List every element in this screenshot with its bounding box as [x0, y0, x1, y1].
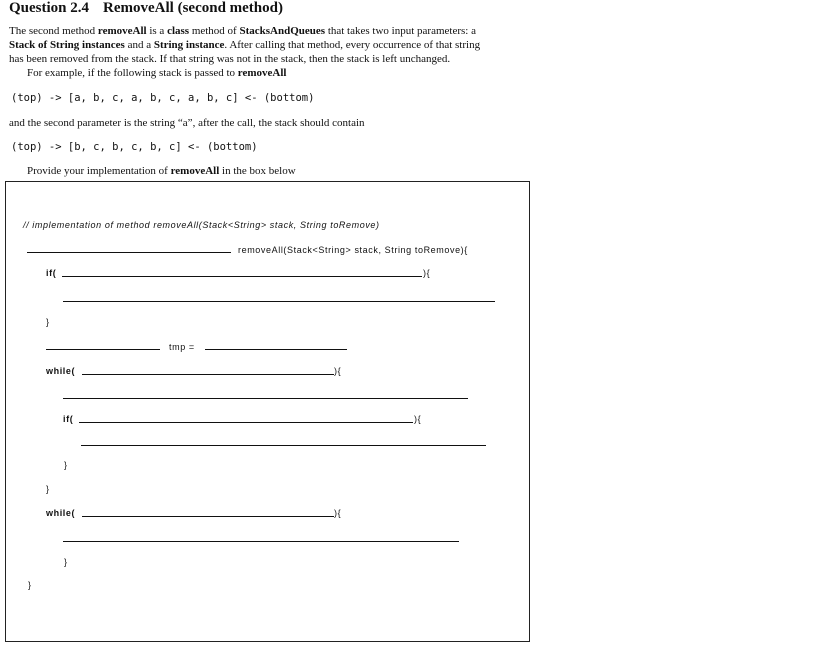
while-body-blank-1[interactable]	[63, 398, 468, 399]
while-condition-blank-1[interactable]	[82, 374, 334, 375]
if-keyword-1: if(	[46, 268, 57, 278]
example-line: For example, if the following stack is passed to removeAll	[27, 67, 287, 79]
if-condition-blank-2[interactable]	[79, 422, 413, 423]
provide-line: Provide your implementation of removeAll in the box below	[27, 165, 296, 177]
while-keyword-2: while(	[46, 508, 76, 518]
intro-line-1: The second method removeAll is a class method of StacksAndQueues that takes two input parameters: a	[9, 25, 476, 37]
return-type-blank[interactable]	[27, 252, 231, 253]
close-brace-4: }	[64, 557, 68, 567]
close-brace-5: }	[28, 580, 32, 590]
if-open-1: ){	[423, 268, 431, 278]
question-heading	[9, 0, 283, 17]
if-keyword-2: if(	[63, 414, 74, 424]
tmp-type-blank[interactable]	[46, 349, 160, 350]
close-brace-3: }	[46, 484, 50, 494]
close-brace-2: }	[64, 460, 68, 470]
method-signature: removeAll(Stack<String> stack, String toRemove){	[238, 245, 468, 255]
question-number: Question 2.4	[9, 0, 90, 16]
close-brace-1: }	[46, 317, 50, 327]
tmp-label: tmp =	[169, 342, 195, 352]
intro-line-2: Stack of String instances and a String instance. After calling that method, every occurrence of that string	[9, 39, 481, 51]
while-condition-blank-2[interactable]	[82, 516, 334, 517]
if-body-blank-1[interactable]	[63, 301, 495, 302]
if-body-blank-2[interactable]	[81, 445, 486, 446]
middle-text: and the second parameter is the string “a”, after the call, the stack should contain	[9, 117, 365, 129]
code-comment: // implementation of method removeAll(Stack<String> stack, String toRemove)	[23, 220, 380, 230]
tmp-value-blank[interactable]	[205, 349, 347, 350]
while-body-blank-2[interactable]	[63, 541, 459, 542]
intro-line-3: has been removed from the stack. If that string was not in the stack, then the stack is left unchanged.	[9, 53, 451, 65]
while-open-1: ){	[334, 366, 342, 376]
stack-before: (top) -> [a, b, c, a, b, c, a, b, c] <- (bottom)	[11, 92, 315, 104]
while-keyword-1: while(	[46, 366, 76, 376]
answer-box	[5, 181, 530, 642]
question-title: RemoveAll (second method)	[103, 0, 283, 16]
if-open-2: ){	[414, 414, 422, 424]
while-open-2: ){	[334, 508, 342, 518]
stack-after: (top) -> [b, c, b, c, b, c] <- (bottom)	[11, 141, 258, 153]
if-condition-blank-1[interactable]	[62, 276, 422, 277]
